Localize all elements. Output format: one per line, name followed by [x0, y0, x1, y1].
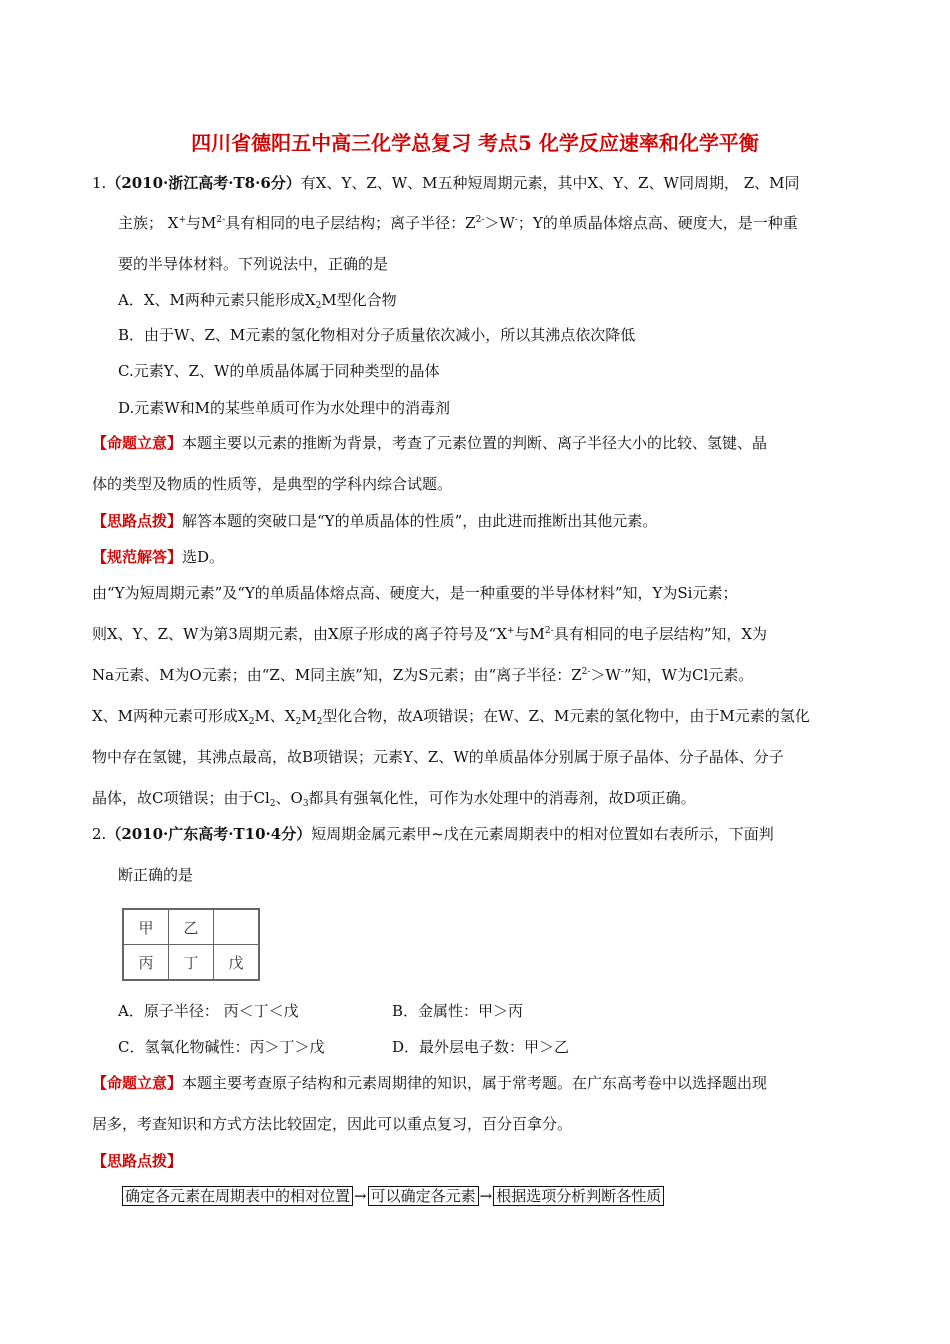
- table-cell: 乙: [169, 909, 214, 945]
- q2-intent-cont: 居多，考查知识和方式方法比较固定，因此可以重点复习，百分百拿分。: [92, 1115, 573, 1133]
- q1-hint: 【思路点拨】解答本题的突破口是“Y的单质晶体的性质”，由此进而推断出其他元素。: [92, 512, 658, 530]
- q1-option-c: C.元素Y、Z、W的单质晶体属于同种类型的晶体: [118, 362, 440, 380]
- q1-explain-6: 晶体，故C项错误；由于$Cl_2$、$O_3$都具有强氧化性，可作为水处理中的消毒剂，故D项正确。: [92, 789, 696, 809]
- q2-option-d: D．最外层电子数：甲＞乙: [392, 1038, 570, 1056]
- periodic-table-fragment: [122, 908, 260, 981]
- q2-line-1: 2.（2010·广东高考·T10·4分）短周期金属元素甲~戊在元素周期表中的相对位置如右表所示，下面判: [92, 825, 774, 843]
- q1-explain-3: Na元素、M为O元素；由“Z、M同主族”知，Z为S元素；由“离子半径：$Z^{2-}>W^-$”知，W为Cl元素。: [92, 666, 754, 684]
- arrow-right-icon: →: [354, 1187, 367, 1205]
- q2-hint: 【思路点拨】: [92, 1152, 183, 1170]
- reasoning-flowchart: [122, 1185, 664, 1207]
- q1-line-2: 主族； X+与$M^{2-}$具有相同的电子层结构；离子半径：$Z^{2-}>W^-$；Y的单质晶体熔点高、硬度大，是一种重: [118, 214, 798, 232]
- q1-explain-2: 则X、Y、Z、W为第3周期元素，由X原子形成的离子符号及“X+与$M^{2-}$具有相同的电子层结构”知，X为: [92, 625, 768, 643]
- q1-option-d: D.元素W和M的某些单质可作为水处理中的消毒剂: [118, 399, 451, 417]
- table-cell: 丁: [169, 945, 214, 981]
- q1-answer: 【规范解答】选D。: [92, 548, 225, 566]
- q2-intent: 【命题立意】本题主要考查原子结构和元素周期律的知识，属于常考题。在广东高考卷中以选择题出现: [92, 1074, 768, 1092]
- table-cell: 甲: [123, 909, 169, 945]
- flow-step-2: 可以确定各元素: [368, 1186, 479, 1206]
- q2-option-a: A．原子半径： 丙＜丁＜戊: [118, 1002, 299, 1020]
- q1-explain-5: 物中存在氢键，其沸点最高，故B项错误；元素Y、Z、W的单质晶体分别属于原子晶体、分子晶体、分子: [92, 748, 784, 766]
- table-cell: 丙: [123, 945, 169, 981]
- q1-explain-4: X、M两种元素可形成$X_2M$、$X_2M_2$型化合物，故A项错误；在W、Z、M元素的氢化物中，由于M元素的氢化: [92, 707, 810, 727]
- table-cell: [214, 909, 260, 945]
- q2-line-2: 断正确的是: [118, 866, 194, 884]
- page-title: 四川省德阳五中高三化学总复习 考点5 化学反应速率和化学平衡: [191, 131, 759, 155]
- q1-intent: 【命题立意】本题主要以元素的推断为背景，考查了元素位置的判断、离子半径大小的比较、氢键、晶: [92, 434, 768, 452]
- q1-option-a: A．X、M两种元素只能形成$X_2M$型化合物: [118, 291, 397, 311]
- q1-explain-1: 由“Y为短周期元素”及“Y的单质晶体熔点高、硬度大，是一种重要的半导体材料”知，Y为Si元素；: [92, 584, 738, 602]
- flow-step-3: 根据选项分析判断各性质: [493, 1186, 664, 1206]
- q2-option-b: B．金属性：甲＞丙: [392, 1002, 524, 1020]
- q1-line-3: 要的半导体材料。下列说法中，正确的是: [118, 255, 389, 273]
- flow-step-1: 确定各元素在周期表中的相对位置: [122, 1186, 353, 1206]
- q1-line-1: 1.（2010·浙江高考·T8·6分）有X、Y、Z、W、M五种短周期元素，其中X、Y、Z、W同周期， Z、M同: [92, 174, 800, 192]
- q1-option-b: B．由于W、Z、M元素的氢化物相对分子质量依次减小，所以其沸点依次降低: [118, 326, 636, 344]
- arrow-right-icon: →: [479, 1187, 493, 1205]
- table-cell: 戊: [214, 945, 260, 981]
- q2-option-c: C．氢氧化物碱性：丙＞丁＞戊: [118, 1038, 325, 1056]
- q1-intent-cont: 体的类型及物质的性质等，是典型的学科内综合试题。: [92, 475, 453, 493]
